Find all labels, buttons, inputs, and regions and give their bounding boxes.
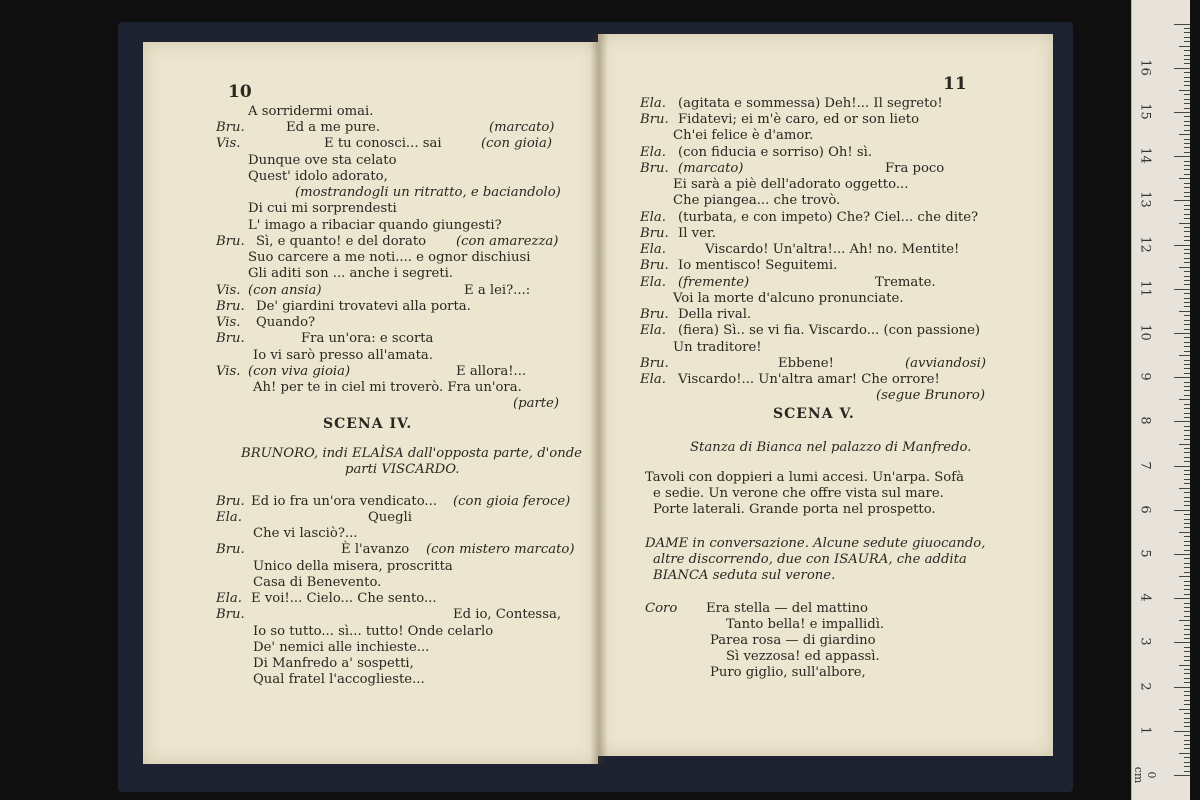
ruler-tick (1184, 360, 1190, 361)
ruler-tick (1174, 200, 1190, 201)
ruler-tick (1184, 214, 1190, 215)
ruler-tick (1184, 165, 1190, 166)
ruler-tick (1184, 457, 1190, 458)
stage-direction: (segue Brunoro) (876, 388, 985, 403)
ruler-tick (1184, 426, 1190, 427)
ruler-tick (1184, 55, 1190, 56)
scene-description: BRUNORO, indi ELAÌSA dall'opposta parte, d'onde (241, 446, 582, 461)
ruler-number: 2 (1137, 681, 1153, 691)
ruler-tick (1174, 466, 1190, 467)
ruler-tick (1184, 28, 1190, 29)
ruler-tick (1184, 501, 1190, 502)
ruler-tick (1179, 620, 1190, 621)
text-line: Io so tutto... sì... tutto! Onde celarlo (253, 624, 494, 639)
scene-title: Stanza di Bianca nel palazzo di Manfredo. (690, 440, 972, 455)
ruler-tick (1179, 576, 1190, 577)
ruler-tick (1184, 439, 1190, 440)
ruler-tick (1184, 395, 1190, 396)
ruler-tick (1174, 554, 1190, 555)
ruler-tick (1184, 280, 1190, 281)
stage-direction: (parte) (513, 396, 560, 411)
text-line: Di cui mi sorprendesti (248, 201, 397, 216)
text-line: Vis. E tu conosci... sai (con gioia) (216, 136, 552, 151)
ruler-tick (1184, 470, 1190, 471)
text-line: L' imago a ribaciar quando giungesti? (248, 218, 502, 233)
ruler-tick (1184, 386, 1190, 387)
ruler-tick (1184, 63, 1190, 64)
ruler-tick (1184, 253, 1190, 254)
text-line: Ela. Quegli (216, 510, 412, 525)
ruler-tick (1179, 178, 1190, 179)
ruler-tick (1184, 762, 1190, 763)
ruler-tick (1184, 629, 1190, 630)
ruler-tick (1184, 461, 1190, 462)
ruler-tick (1184, 536, 1190, 537)
ruler-tick (1184, 625, 1190, 626)
ruler-tick (1184, 320, 1190, 321)
ruler-number: 7 (1137, 460, 1153, 470)
ruler-tick (1184, 50, 1190, 51)
ruler-tick (1184, 638, 1190, 639)
ruler-tick (1184, 390, 1190, 391)
ruler-tick (1184, 315, 1190, 316)
ruler-tick (1184, 673, 1190, 674)
ruler-tick (1184, 298, 1190, 299)
ruler-tick (1184, 594, 1190, 595)
text-line: Un traditore! (673, 340, 762, 355)
ruler-tick (1184, 541, 1190, 542)
ruler-tick (1184, 364, 1190, 365)
text-line: Qual fratel l'accoglieste... (253, 672, 425, 687)
ruler-tick (1184, 183, 1190, 184)
ruler-tick (1184, 748, 1190, 749)
text-line: Bru. Ed a me pure. (marcato) (216, 120, 555, 135)
text-line: Che piangea... che trovò. (673, 193, 841, 208)
page-number: 10 (228, 82, 252, 102)
ruler-tick (1179, 753, 1190, 754)
text-line: Bru. Ed io, Contessa, (216, 607, 562, 622)
ruler-tick (1174, 731, 1190, 732)
ruler-tick (1184, 139, 1190, 140)
ruler-tick (1184, 276, 1190, 277)
ruler-tick (1184, 351, 1190, 352)
ruler-tick (1184, 337, 1190, 338)
ruler-tick (1184, 413, 1190, 414)
ruler-tick (1184, 169, 1190, 170)
ruler-tick (1174, 68, 1190, 69)
ruler-tick (1184, 417, 1190, 418)
ruler-tick (1184, 607, 1190, 608)
ruler-tick (1184, 209, 1190, 210)
measuring-ruler (1131, 0, 1190, 800)
ruler-number: 13 (1137, 191, 1153, 209)
stage-setting-line: e sedie. Un verone che offre vista sul mare. (653, 486, 944, 501)
ruler-tick (1184, 718, 1190, 719)
text-line: Ch'ei felice è d'amor. (673, 128, 814, 143)
ruler-tick (1184, 563, 1190, 564)
text-line: A sorridermi omai. (248, 104, 374, 119)
text-line: Casa di Benevento. (253, 575, 382, 590)
text-line: Unico della misera, proscritta (253, 559, 453, 574)
text-line: Bru. (marcato) Fra poco (640, 161, 945, 176)
ruler-tick (1179, 46, 1190, 47)
text-line: Quest' idolo adorato, (248, 169, 388, 184)
ruler-tick (1184, 99, 1190, 100)
ruler-unit-label: 0 cm (1132, 766, 1158, 784)
text-line: Vis. (con viva gioia) E allora!... (216, 364, 527, 379)
text-line: Bru. Io mentisco! Seguitemi. (640, 258, 838, 273)
scene-heading: SCENA IV. (323, 416, 413, 432)
ruler-tick (1184, 740, 1190, 741)
ruler-tick (1184, 572, 1190, 573)
ruler-tick (1184, 32, 1190, 33)
ruler-tick (1184, 302, 1190, 303)
ruler-tick (1184, 306, 1190, 307)
text-line: Bru. Ed io fra un'ora vendicato... (con gioia feroce) (216, 494, 571, 509)
ruler-tick (1174, 421, 1190, 422)
ruler-tick (1184, 479, 1190, 480)
text-line: Ah! per te in ciel mi troverò. Fra un'ora. (253, 380, 522, 395)
stage-direction: (mostrandogli un ritratto, e baciandolo) (295, 185, 561, 200)
ruler-tick (1184, 227, 1190, 228)
ruler-tick (1184, 660, 1190, 661)
text-line: Suo carcere a me noti.... e ognor dischiusi (248, 250, 531, 265)
ruler-tick (1184, 682, 1190, 683)
text-line: De' nemici alle inchieste... (253, 640, 430, 655)
ruler-tick (1184, 324, 1190, 325)
ruler-tick (1184, 713, 1190, 714)
ruler-tick (1179, 90, 1190, 91)
ruler-tick (1184, 611, 1190, 612)
ruler-tick (1184, 373, 1190, 374)
ruler-tick (1184, 41, 1190, 42)
chorus-description: BIANCA seduta sul verone. (653, 568, 836, 583)
ruler-tick (1174, 24, 1190, 25)
text-line: Bru. Fidatevi; ei m'è caro, ed or son lieto (640, 112, 920, 127)
ruler-tick (1184, 523, 1190, 524)
ruler-tick (1184, 771, 1190, 772)
ruler-tick (1184, 130, 1190, 131)
ruler-tick (1184, 691, 1190, 692)
chorus-description: altre discorrendo, due con ISAURA, che addita (653, 552, 967, 567)
ruler-tick (1184, 550, 1190, 551)
ruler-tick (1179, 488, 1190, 489)
chorus-line: Era stella — del mattino (706, 601, 868, 616)
ruler-tick (1184, 293, 1190, 294)
ruler-tick (1184, 121, 1190, 122)
ruler-tick (1184, 161, 1190, 162)
ruler-tick (1184, 581, 1190, 582)
ruler-tick (1184, 704, 1190, 705)
ruler-tick (1184, 678, 1190, 679)
text-line: Che vi lasciò?... (253, 526, 358, 541)
ruler-tick (1184, 634, 1190, 635)
ruler-number: 15 (1137, 103, 1153, 120)
ruler-tick (1184, 231, 1190, 232)
ruler-tick (1184, 744, 1190, 745)
ruler-tick (1184, 103, 1190, 104)
text-line: Dunque ove sta celato (248, 153, 397, 168)
chorus-line: Sì vezzosa! ed appassì. (726, 649, 880, 664)
text-line: Ela. (con fiducia e sorriso) Oh! sì. (640, 145, 873, 160)
ruler-tick (1184, 408, 1190, 409)
book-gutter (590, 34, 608, 764)
ruler-tick (1184, 342, 1190, 343)
ruler-tick (1184, 147, 1190, 148)
ruler-tick (1184, 258, 1190, 259)
text-line: Ela. Viscardo! Un'altra!... Ah! no. Mentite! (640, 242, 960, 257)
ruler-tick (1179, 134, 1190, 135)
ruler-tick (1184, 236, 1190, 237)
ruler-tick (1174, 687, 1190, 688)
ruler-tick (1179, 444, 1190, 445)
chorus-description: DAME in conversazione. Alcune sedute giuocando, (645, 536, 986, 551)
ruler-tick (1184, 81, 1190, 82)
ruler-tick (1184, 196, 1190, 197)
ruler-tick (1184, 382, 1190, 383)
ruler-tick (1174, 112, 1190, 113)
ruler-tick (1184, 116, 1190, 117)
ruler-tick (1184, 85, 1190, 86)
ruler-tick (1184, 37, 1190, 38)
ruler-tick (1184, 474, 1190, 475)
ruler-tick (1184, 77, 1190, 78)
ruler-tick (1174, 510, 1190, 511)
ruler-tick (1184, 527, 1190, 528)
ruler-tick (1174, 598, 1190, 599)
ruler-tick (1184, 700, 1190, 701)
ruler-tick (1184, 735, 1190, 736)
ruler-tick (1184, 249, 1190, 250)
stage-setting-line: Tavoli con doppieri a lumi accesi. Un'arpa. Sofà (645, 470, 964, 485)
chorus-line: Puro giglio, sull'albore, (710, 665, 866, 680)
ruler-tick (1184, 240, 1190, 241)
ruler-tick (1184, 271, 1190, 272)
ruler-tick (1184, 448, 1190, 449)
ruler-tick (1184, 435, 1190, 436)
ruler-tick (1174, 156, 1190, 157)
chorus-label: Coro (645, 601, 678, 616)
ruler-number: 8 (1137, 416, 1153, 426)
text-line: Ei sarà a piè dell'adorato oggetto... (673, 177, 909, 192)
text-line: Vis. (con ansia) E a lei?...: (216, 283, 531, 298)
text-line: Ela. (fremente) Tremate. (640, 275, 936, 290)
chorus-line: Parea rosa — di giardino (710, 633, 876, 648)
ruler-tick (1174, 289, 1190, 290)
page-number: 11 (943, 74, 967, 94)
text-line: Di Manfredo a' sospetti, (253, 656, 414, 671)
ruler-tick (1184, 284, 1190, 285)
ruler-tick (1184, 125, 1190, 126)
ruler-tick (1184, 603, 1190, 604)
ruler-number: 12 (1137, 235, 1153, 253)
text-line: Bru. Ebbene! (avviandosi) (640, 356, 986, 371)
ruler-number: 4 (1137, 593, 1153, 602)
ruler-tick (1184, 94, 1190, 95)
ruler-tick (1184, 519, 1190, 520)
ruler-tick (1179, 665, 1190, 666)
ruler-tick (1184, 722, 1190, 723)
ruler-tick (1184, 59, 1190, 60)
ruler-tick (1174, 245, 1190, 246)
ruler-tick (1184, 585, 1190, 586)
text-line: Io vi sarò presso all'amata. (253, 348, 433, 363)
ruler-tick (1184, 192, 1190, 193)
ruler-tick (1184, 514, 1190, 515)
text-line: Voi la morte d'alcuno pronunciate. (673, 291, 904, 306)
ruler-tick (1179, 355, 1190, 356)
ruler-tick (1184, 346, 1190, 347)
ruler-number: 10 (1137, 324, 1153, 341)
ruler-tick (1174, 377, 1190, 378)
text-line: Bru. È l'avanzo (con mistero marcato) (216, 542, 575, 557)
ruler-tick (1184, 143, 1190, 144)
ruler-tick (1184, 174, 1190, 175)
text-line: Vis. Quando? (216, 315, 316, 330)
ruler-tick (1179, 223, 1190, 224)
ruler-tick (1184, 567, 1190, 568)
ruler-tick (1184, 651, 1190, 652)
ruler-tick (1179, 311, 1190, 312)
ruler-tick (1184, 187, 1190, 188)
text-line: Bru. Fra un'ora: e scorta (216, 331, 434, 346)
text-line: Bru. De' giardini trovatevi alla porta. (216, 299, 471, 314)
ruler-tick (1184, 647, 1190, 648)
text-line: Bru. Il ver. (640, 226, 716, 241)
ruler-number: 9 (1137, 372, 1153, 381)
ruler-tick (1174, 642, 1190, 643)
text-line: Bru. Sì, e quanto! e del dorato (con amarezza) (216, 234, 559, 249)
ruler-tick (1179, 709, 1190, 710)
left-page (143, 42, 598, 764)
ruler-tick (1184, 545, 1190, 546)
ruler-tick (1184, 329, 1190, 330)
ruler-number: 3 (1137, 637, 1153, 647)
ruler-tick (1184, 430, 1190, 431)
ruler-tick (1184, 368, 1190, 369)
ruler-tick (1184, 492, 1190, 493)
ruler-tick (1184, 108, 1190, 109)
ruler-tick (1184, 218, 1190, 219)
ruler-tick (1184, 695, 1190, 696)
ruler-tick (1184, 766, 1190, 767)
ruler-tick (1184, 656, 1190, 657)
text-line: Gli aditi son ... anche i segreti. (248, 266, 454, 281)
ruler-tick (1184, 726, 1190, 727)
ruler-tick (1184, 262, 1190, 263)
ruler-tick (1184, 757, 1190, 758)
ruler-tick (1174, 775, 1190, 776)
text-line: Ela. (fiera) Sì.. se vi fia. Viscardo... (con passione) (640, 323, 981, 338)
text-line: Ela. E voi!... Cielo... Che sento... (216, 591, 437, 606)
text-line: Ela. (turbata, e con impeto) Che? Ciel... che dite? (640, 210, 979, 225)
ruler-tick (1174, 333, 1190, 334)
text-line: Ela. (agitata e sommessa) Deh!... Il segreto! (640, 96, 943, 111)
text-line: Bru. Della rival. (640, 307, 752, 322)
ruler-tick (1184, 404, 1190, 405)
ruler-number: 16 (1137, 59, 1153, 76)
ruler-tick (1184, 483, 1190, 484)
ruler-number: 1 (1137, 726, 1153, 735)
ruler-tick (1184, 505, 1190, 506)
ruler-tick (1179, 399, 1190, 400)
scene-heading: SCENA V. (773, 406, 855, 422)
ruler-tick (1179, 532, 1190, 533)
stage-setting-line: Porte laterali. Grande porta nel prospetto. (653, 502, 936, 517)
chorus-line: Tanto bella! e impallidì. (726, 617, 885, 632)
ruler-tick (1184, 669, 1190, 670)
ruler-tick (1184, 589, 1190, 590)
ruler-tick (1184, 452, 1190, 453)
ruler-number: 14 (1137, 147, 1153, 164)
ruler-number: 6 (1137, 505, 1153, 514)
ruler-tick (1179, 267, 1190, 268)
ruler-number: 11 (1137, 280, 1153, 297)
right-page (598, 34, 1053, 756)
ruler-tick (1184, 205, 1190, 206)
ruler-number: 5 (1137, 549, 1153, 558)
ruler-tick (1184, 558, 1190, 559)
ruler-tick (1184, 152, 1190, 153)
ruler-tick (1184, 616, 1190, 617)
text-line: Ela. Viscardo!... Un'altra amar! Che orrore! (640, 372, 940, 387)
ruler-tick (1184, 72, 1190, 73)
scene-description: parti VISCARDO. (345, 462, 460, 477)
ruler-tick (1184, 497, 1190, 498)
